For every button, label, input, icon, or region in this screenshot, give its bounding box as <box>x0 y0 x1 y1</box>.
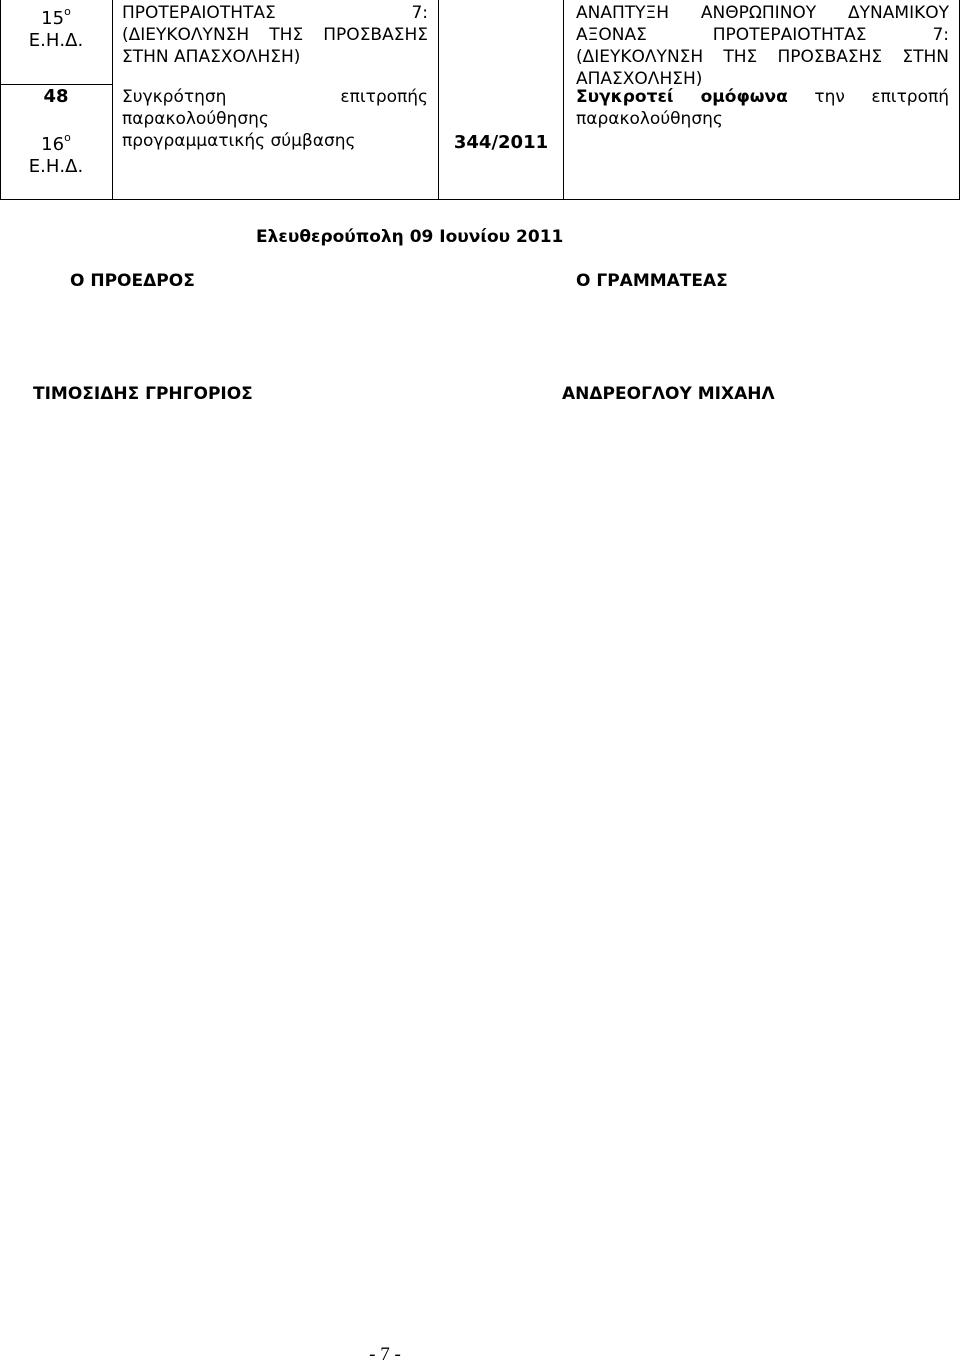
row2-decision-number: 344/2011 <box>453 132 549 153</box>
minutes-table <box>0 0 960 200</box>
table-border-bottom <box>0 199 960 200</box>
row2-decision: Συγκροτεί ομόφωνα την επιτροπή παρακολούθησης <box>576 87 950 129</box>
row1-session: $15^o$ Ε.Η.Δ. <box>28 5 84 51</box>
date-line: Ελευθερούπολη 09 Ιουνίου 2011 <box>256 227 564 247</box>
page-number: - 7 - <box>369 1344 401 1365</box>
table-border-left <box>0 0 1 200</box>
table-col-divider <box>438 0 439 200</box>
row1-decision: ΑΝΑΠΤΥΞΗ ΑΝΘΡΩΠΙΝΟΥ ΔΥΝΑΜΙΚΟΥ ΑΞΟΝΑΣ ΠΡΟΤΕΡΑΙΟΤΗΤΑΣ 7: (ΔΙΕΥΚΟΛΥΝΣΗ ΤΗΣ ΠΡΟΣΒΑΣΗΣ ΣΤΗΝ ΑΠΑΣΧΟΛΗΣΗ) <box>576 3 949 89</box>
president-title: Ο ΠΡΟΕΔΡΟΣ <box>70 271 195 291</box>
row1-subject: ΠΡΟΤΕΡΑΙΟΤΗΤΑΣ 7: (ΔΙΕΥΚΟΛΥΝΣΗ ΤΗΣ ΠΡΟΣΒΑΣΗΣ ΣΤΗΝ ΑΠΑΣΧΟΛΗΣΗ) <box>122 3 428 67</box>
secretary-name: ΑΝΔΡΕΟΓΛΟΥ ΜΙΧΑΗΛ <box>562 384 775 404</box>
table-col-divider <box>563 0 564 200</box>
president-name: ΤΙΜΟΣΙΔΗΣ ΓΡΗΓΟΡΙΟΣ <box>33 384 253 404</box>
secretary-title: Ο ΓΡΑΜΜΑΤΕΑΣ <box>576 271 728 291</box>
row2-subject: Συγκρότηση επιτροπής παρακολούθησης προγραμματικής σύμβασης <box>122 87 428 151</box>
table-col-divider <box>112 0 113 200</box>
row2-session: $16^o$ Ε.Η.Δ. <box>28 131 84 177</box>
table-row-divider <box>0 84 112 85</box>
row2-number: 48 <box>43 86 69 107</box>
